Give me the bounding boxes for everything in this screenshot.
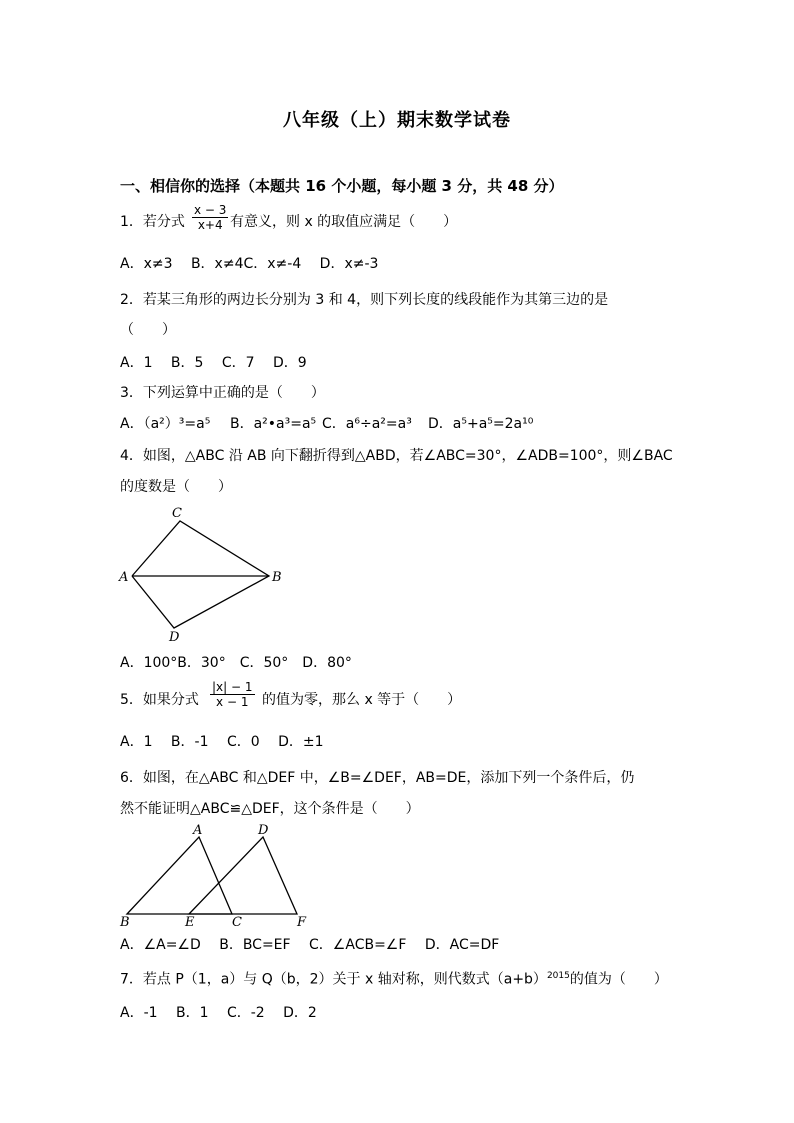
q7-text-suffix: 的值为（ ） [569, 971, 668, 988]
q3-option-c: C．a⁶÷a²=a³ [322, 416, 412, 432]
q2-text: 2．若某三角形的两边长分别为 3 和 4，则下列长度的线段能作为其第三边的是 [120, 292, 609, 308]
q6-options: A．∠A=∠D B．BC=EF C．∠ACB=∠F D．AC=DF [120, 937, 500, 953]
q7-options: A．-1 B．1 C．-2 D．2 [120, 1005, 317, 1021]
q7-text [120, 967, 668, 989]
q6-label-e: E [185, 915, 195, 930]
q4-label-c: C [172, 506, 182, 521]
q5-frac-denominator: x − 1 [216, 695, 249, 709]
q6-label-b: B [120, 915, 130, 930]
q1-suffix: 有意义，则 x 的取值应满足（ ） [230, 214, 458, 230]
section-heading: 一、相信你的选择（本题共 16 个小题，每小题 3 分，共 48 分） [120, 177, 564, 195]
q6-triangle-abc [127, 837, 232, 914]
q4-label-a: A [119, 570, 129, 585]
q2-options: A．1 B．5 C．7 D．9 [120, 355, 307, 371]
q5-prefix: 5．如果分式 [120, 692, 199, 708]
q6-label-d: D [258, 823, 269, 838]
q3-option-a: A．（a²）³=a⁵ [120, 416, 211, 432]
q6-text-cont: 然不能证明△ABC≌△DEF，这个条件是（ ） [120, 801, 420, 817]
q2-text-cont: （ ） [120, 322, 176, 338]
q3-option-d: D．a⁵+a⁵=2a¹⁰ [428, 416, 534, 432]
q5-suffix: 的值为零，那么 x 等于（ ） [262, 692, 462, 708]
q5-frac-numerator: |x| − 1 [212, 680, 253, 694]
q6-triangle-def [189, 837, 297, 914]
q7-exponent: 2015 [546, 971, 570, 981]
q1-options: A．x≠3 B．x≠4C．x≠-4 D．x≠-3 [120, 256, 379, 272]
q4-options: A．100°B．30° C．50° D．80° [120, 655, 352, 671]
q7-text-main: 7．若点 P（1，a）与 Q（b，2）关于 x 轴对称，则代数式（a+b） [120, 971, 547, 988]
q6-label-f: F [297, 915, 307, 930]
q1-frac-numerator: x − 3 [194, 203, 227, 217]
q1-frac-denominator: x+4 [197, 218, 223, 232]
q4-figure [112, 500, 292, 648]
q6-label-c: C [232, 915, 242, 930]
q4-kite-outline [132, 521, 269, 628]
q6-label-a: A [193, 823, 203, 838]
q3-option-b: B．a²•a³=a⁵ [230, 416, 317, 432]
q4-text: 4．如图，△ABC 沿 AB 向下翻折得到△ABD，若∠ABC=30°，∠ADB=100°，则∠BAC [120, 448, 673, 464]
q4-text-cont: 的度数是（ ） [120, 479, 232, 495]
page-title: 八年级（上）期末数学试卷 [283, 110, 511, 131]
q5-fraction [210, 680, 255, 709]
q6-figure [112, 820, 322, 932]
q4-label-b: B [272, 570, 282, 585]
q1-prefix: 1．若分式 [120, 214, 185, 230]
q4-label-d: D [169, 630, 180, 645]
q5-options: A．1 B．-1 C．0 D．±1 [120, 734, 324, 750]
q1-fraction [192, 203, 228, 232]
q6-text: 6．如图，在△ABC 和△DEF 中，∠B=∠DEF，AB=DE，添加下列一个条件后，仍 [120, 770, 635, 786]
q3-text: 3．下列运算中正确的是（ ） [120, 385, 325, 401]
